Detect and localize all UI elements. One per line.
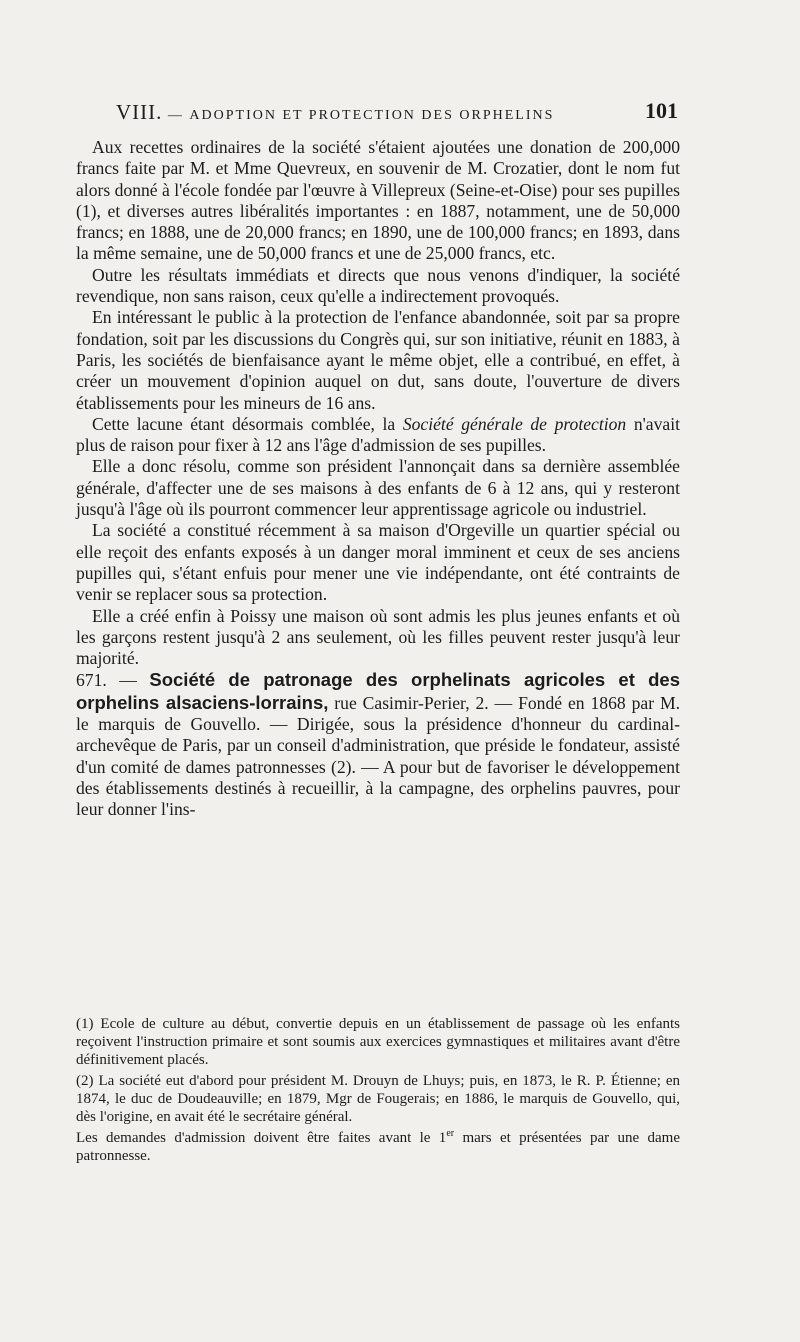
entry-671 — [76, 669, 680, 820]
ordinal-superscript: er — [446, 1128, 455, 1139]
footnote-admission-after: mars et présentées par une dame patronnesse. — [76, 1130, 680, 1164]
header-dash: — — [167, 108, 184, 123]
lacune-text-before: Cette lacune étant désormais comblée, la — [92, 413, 403, 434]
page-number: 101 — [645, 98, 678, 123]
paragraph: Elle a créé enfin à Poissy une maison où sont admis les plus jeunes enfants et où les garçons restent jusqu'à 2 ans seulement, où les filles peuvent rester jusqu'à leur majorité. — [76, 605, 680, 669]
running-header — [78, 96, 678, 130]
entry-text: rue Casimir-Perier, 2. — Fondé en 1868 par M. le marquis de Gouvello. — Dirigée, sous la présidence d'honneur du cardinal-archevêque de Paris, par un conseil d'administration, que préside le fondateur, assisté d'un comité de dames patronnesses (2). — A pour but de favoriser le développement des établissements destinés à recueillir, à la campagne, des orphelins pauvres, pour leur donner l'ins- — [76, 692, 681, 820]
paragraph: En intéressant le public à la protection de l'enfance abandonnée, soit par sa propre fondation, soit par les discussions du Congrès qui, sur son initiative, réunit en 1883, à Paris, les sociétés de bienfaisance ayant le même objet, elle a contribué, en effet, à créer un mouvement d'opinion auquel on dut, sans doute, l'ouverture de divers établissements pour les mineurs de 16 ans. — [76, 307, 680, 413]
paragraph: Aux recettes ordinaires de la société s'étaient ajoutées une donation de 200,000 francs faite par M. et Mme Quevreux, en souvenir de M. Crozatier, dont le nom fut alors donné à l'école fondée par l'œuvre à Villepreux (Seine-et-Oise) pour ses pupilles (1), et diverses autres libéralités importantes : en 1887, notamment, une de 50,000 francs; en 1888, une de 20,000 francs; en 1890, une de 100,000 francs; en 1893, dans la même semaine, une de 50,000 francs et une de 25,000 francs, etc. — [76, 137, 680, 264]
entry-heading: Société de patronage des orphelinats agricoles et des orphelins alsaciens-lorrains, — [76, 669, 680, 713]
paragraph-lacune — [76, 414, 680, 457]
chapter-number: VIII. — [116, 100, 163, 124]
footnotes — [76, 1015, 680, 1168]
paragraph: Outre les résultats immédiats et directs que nous venons d'indiquer, la société revendique, non sans raison, ceux qu'elle a indirectement provoqués. — [76, 264, 680, 307]
paragraph: La société a constitué récemment à sa maison d'Orgeville un quartier spécial ou elle reçoit des enfants exposés à un danger moral imminent et ceux de ses anciens pupilles qui, s'étant enfuis pour mener une vie indépendante, ont été contraints de venir se replacer sous sa protection. — [76, 520, 680, 605]
paragraph: Elle a donc résolu, comme son président l'annonçait dans sa dernière assemblée générale, d'affecter une de ses maisons à des enfants de 6 à 12 ans, qui y resteront jusqu'à l'âge où ils pourront commencer leur apprentissage agricole ou industriel. — [76, 456, 680, 520]
footnote-2: (2) La société eut d'abord pour président M. Drouyn de Lhuys; puis, en 1873, le R. P. Étienne; en 1874, le duc de Doudeauville; en 1879, Mgr de Fougerais; en 1886, le marquis de Gouvello, qui, dès l'origine, en avait été le secrétaire général. — [76, 1073, 680, 1125]
entry-number: 671. — — [76, 670, 137, 691]
footnote-admission-before: Les demandes d'admission doivent être faites avant le 1 — [76, 1130, 447, 1146]
footnote-admission — [76, 1129, 680, 1165]
footnote-1: (1) Ecole de culture au début, convertie depuis en un établissement de passage où les enfants reçoivent l'instruction primaire et sont soumis aux exercices gymnastiques et militaires avant d'être définitivement placés. — [76, 1016, 680, 1068]
main-text — [76, 137, 680, 821]
chapter-title — [116, 100, 554, 125]
chapter-heading: ADOPTION ET PROTECTION DES ORPHELINS — [189, 108, 555, 123]
lacune-text-after: n'avait plus de raison pour fixer à 12 ans l'âge d'admission de ses pupilles. — [76, 413, 680, 456]
society-name-italic: Société générale de protection — [402, 413, 627, 434]
